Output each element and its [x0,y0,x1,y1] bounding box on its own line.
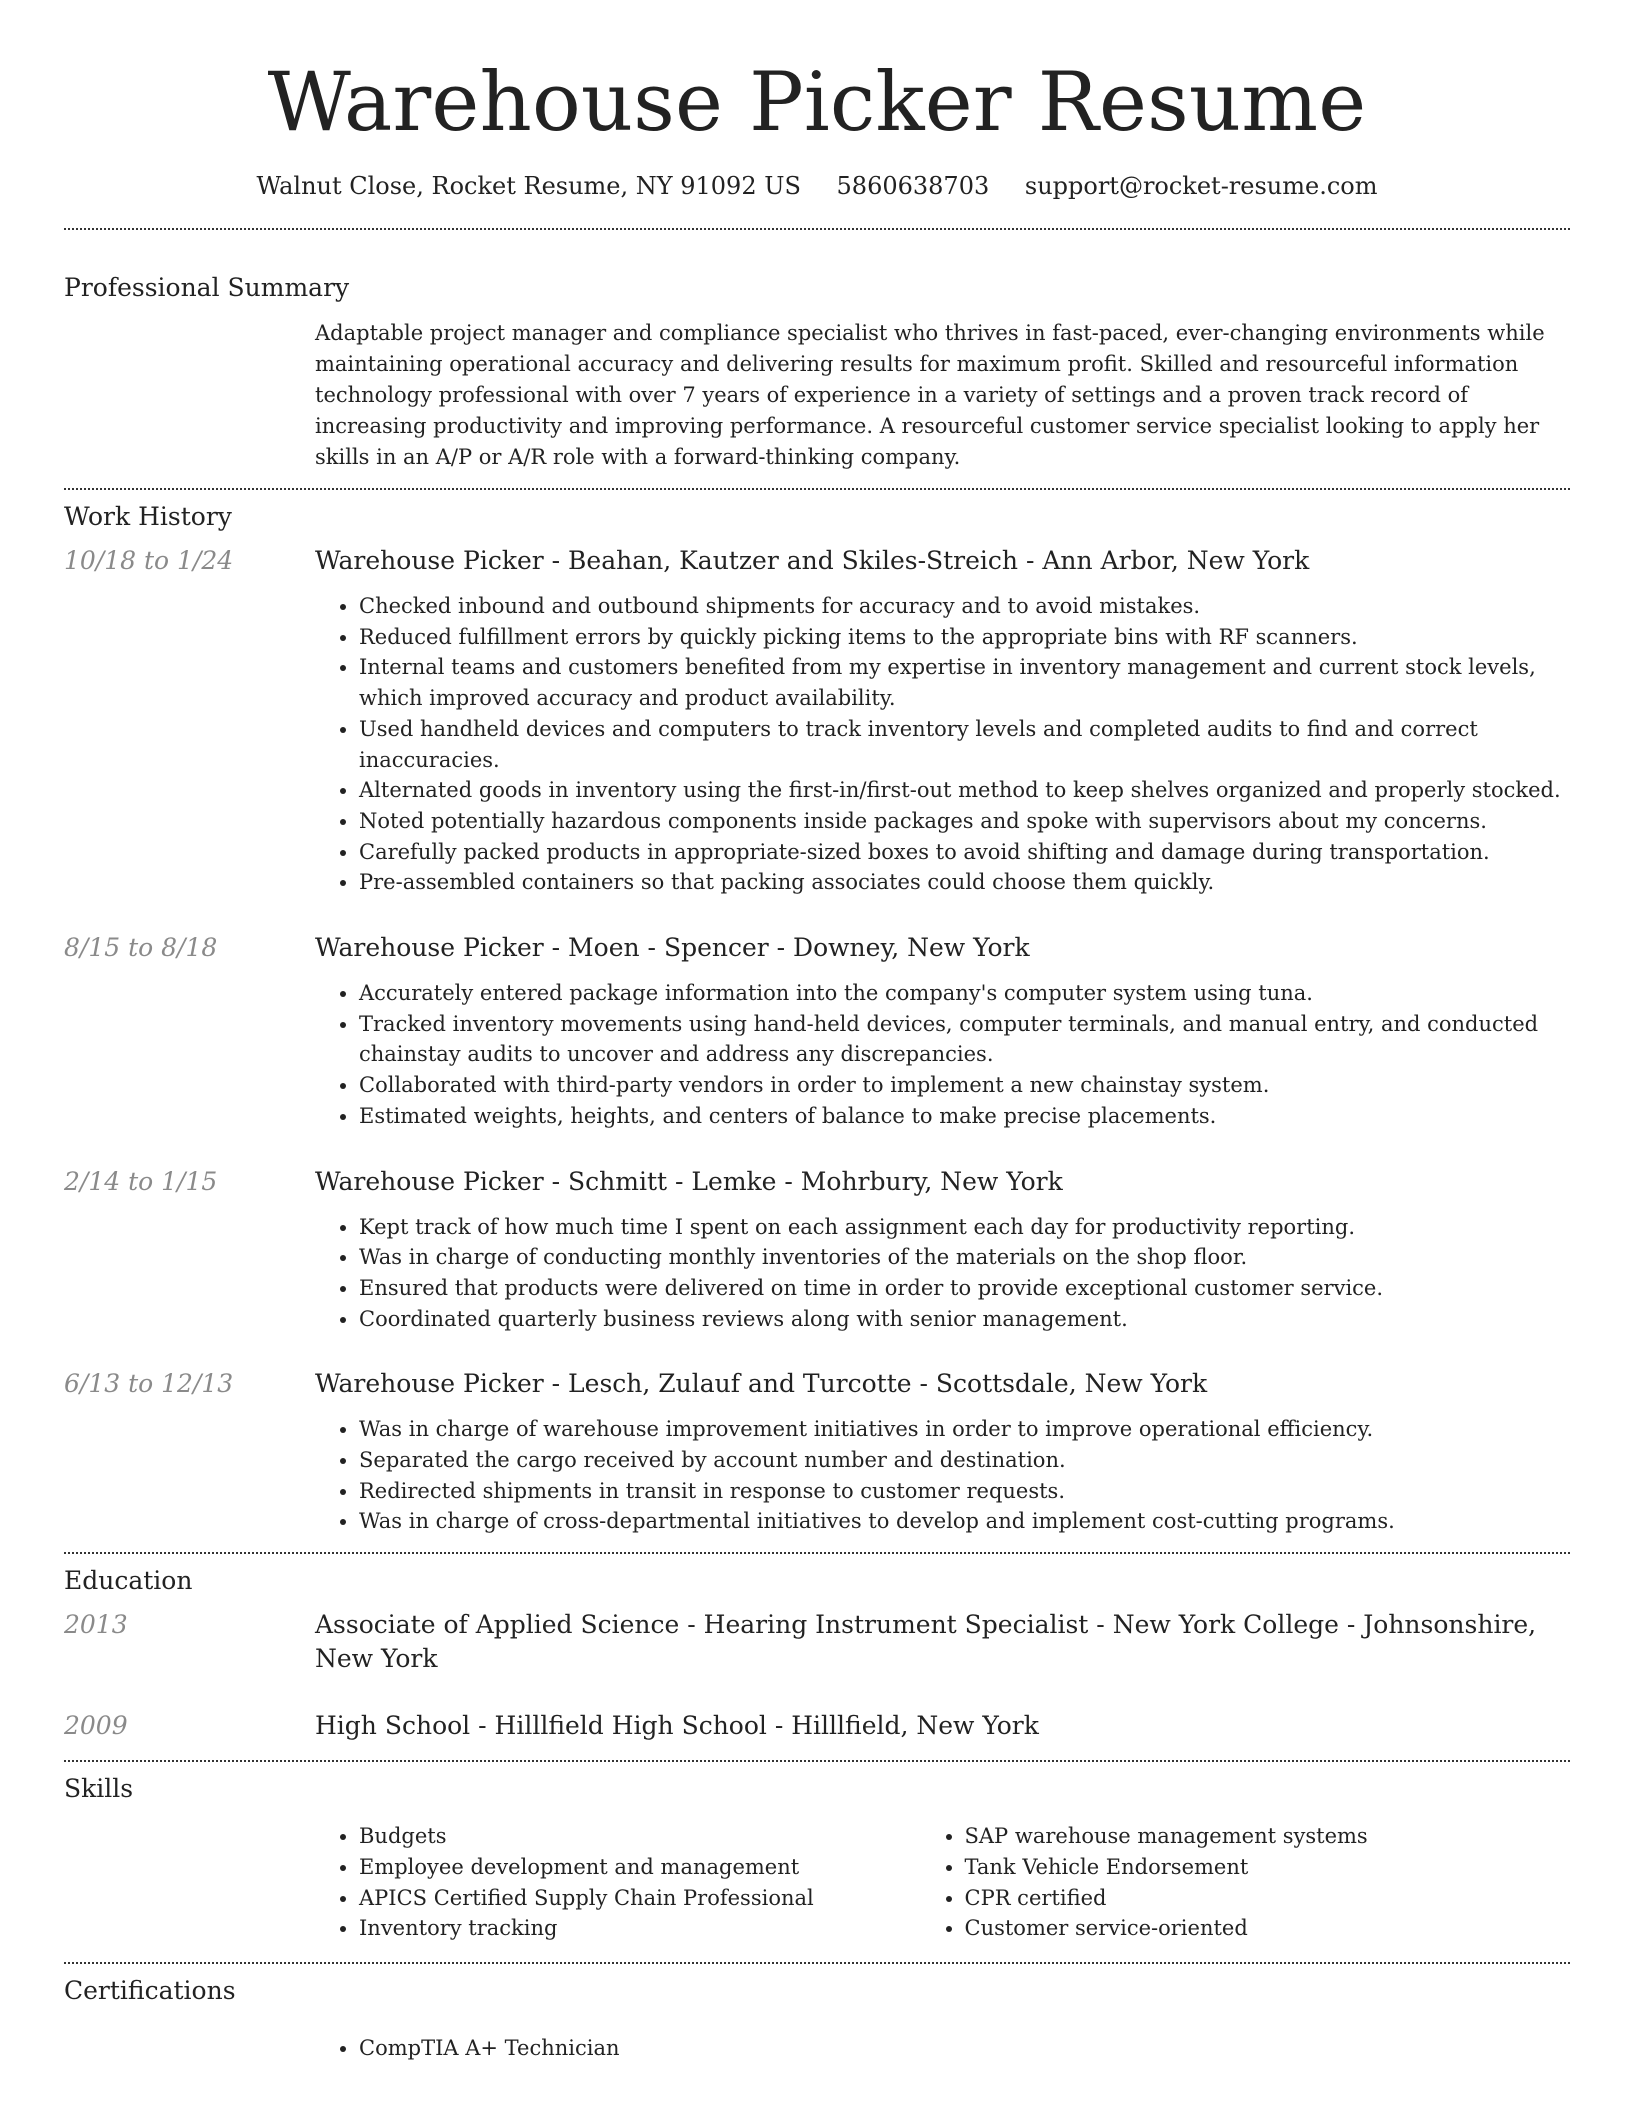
education-heading [315,1608,1570,1676]
list-item: • Carefully packed products in appropriate-sized boxes to avoid shifting and damage during transportation. [359,837,1570,868]
education-school: - New York College - Johnsonshire, New York [315,1610,1537,1674]
list-item: • Kept track of how much time I spent on each assignment each day for productivity reporting. [359,1212,1570,1243]
education-school: - Hilllfield High School - Hilllfield, New York [470,1711,1039,1741]
job-dates: 8/15 to 8/18 [64,933,218,963]
resume-title: Warehouse Picker Resume [267,56,1367,150]
section-divider [64,1962,1570,1964]
list-item: • Checked inbound and outbound shipments for accuracy and to avoid mistakes. [359,591,1570,622]
work-section-title: Work History [64,502,232,531]
certifications-section-title: Certifications [64,1975,236,2005]
list-item: • Ensured that products were delivered on time in order to provide exceptional customer service. [359,1273,1570,1304]
contact-line [64,171,1570,201]
section-divider [64,1760,1570,1762]
resume-page [64,0,1570,2064]
job-heading: Warehouse Picker - Beahan, Kautzer and Skiles-Streich - Ann Arbor, New York [315,546,1310,575]
job-heading: Warehouse Picker - Lesch, Zulauf and Turcotte - Scottsdale, New York [315,1369,1208,1399]
list-item: • Noted potentially hazardous components inside packages and spoke with supervisors about my concerns. [359,806,1570,837]
education-degree: Associate of Applied Science - Hearing Instrument Specialist [315,1610,1089,1640]
list-item: • Alternated goods in inventory using the first-in/first-out method to keep shelves organized and properly stocked. [359,775,1570,806]
list-item: • Estimated weights, heights, and centers of balance to make precise placements. [359,1101,1570,1132]
job-entry [64,1367,1570,1537]
list-item: • Was in charge of warehouse improvement initiatives in order to improve operational efficiency. [359,1414,1570,1445]
list-item: • Budgets [359,1821,965,1852]
list-item: • Was in charge of conducting monthly inventories of the materials on the shop floor. [359,1242,1570,1273]
education-year: 2009 [64,1711,128,1741]
job-bullets [359,1414,1570,1537]
list-item: • Internal teams and customers benefited from my expertise in inventory management and current stock levels, which improved accuracy and product availability. [359,652,1570,713]
job-bullets [359,978,1570,1132]
job-bullets [359,591,1570,898]
job-dates: 10/18 to 1/24 [64,546,234,575]
list-item: • SAP warehouse management systems [965,1821,1571,1852]
education-degree: High School [315,1711,471,1741]
summary-section-title: Professional Summary [64,273,350,302]
job-dates: 6/13 to 12/13 [64,1369,234,1399]
skills-left-column [359,1821,965,1944]
certifications-list [359,2033,1570,2064]
list-item: • Separated the cargo received by account number and destination. [359,1445,1570,1476]
list-item: • Customer service-oriented [965,1913,1571,1944]
list-item: • CompTIA A+ Technician [359,2033,1570,2064]
list-item: • Pre-assembled containers so that packing associates could choose them quickly. [359,867,1570,898]
education-section-title: Education [64,1566,193,1596]
list-item: • APICS Certified Supply Chain Professional [359,1883,965,1914]
contact-address: Walnut Close, Rocket Resume, NY 91092 US [256,172,801,200]
list-item: • Coordinated quarterly business reviews along with senior management. [359,1304,1570,1335]
list-item: • Inventory tracking [359,1913,965,1944]
job-entry [64,544,1570,898]
list-item: • Redirected shipments in transit in response to customer requests. [359,1476,1570,1507]
list-item: • Collaborated with third-party vendors in order to implement a new chainstay system. [359,1070,1570,1101]
education-heading [315,1709,1570,1743]
list-item: • Accurately entered package information into the company's computer system using tuna. [359,978,1570,1009]
list-item: • Tank Vehicle Endorsement [965,1852,1571,1883]
skills-section-title: Skills [64,1774,134,1804]
list-item: • Employee development and management [359,1852,965,1883]
section-divider [64,228,1570,230]
contact-email[interactable]: support@rocket-resume.com [1024,172,1378,200]
education-entry [64,1709,1570,1743]
education-year: 2013 [64,1610,128,1640]
education-entry [64,1608,1570,1676]
job-entry [64,931,1570,1132]
job-heading: Warehouse Picker - Moen - Spencer - Downey, New York [315,933,1030,963]
job-heading: Warehouse Picker - Schmitt - Lemke - Mohrbury, New York [315,1166,1063,1196]
job-dates: 2/14 to 1/15 [64,1166,218,1196]
section-divider [64,1552,1570,1554]
list-item: • CPR certified [965,1883,1571,1914]
job-bullets [359,1212,1570,1335]
skills-right-column [965,1821,1571,1944]
list-item: • Reduced fulfillment errors by quickly picking items to the appropriate bins with RF scanners. [359,622,1570,653]
skills-columns [359,1821,1570,1944]
section-divider [64,488,1570,490]
list-item: • Tracked inventory movements using hand-held devices, computer terminals, and manual entry, and conducted chainstay audits to uncover and address any discrepancies. [359,1009,1570,1070]
list-item: • Used handheld devices and computers to track inventory levels and completed audits to find and correct inaccuracies. [359,714,1570,775]
job-entry [64,1165,1570,1335]
summary-text: Adaptable project manager and compliance specialist who thrives in fast-paced, ever-changing environments while maintaining operational accuracy and delivering results for maximum profit. Skilled and resourceful information technology professional with over 7 years of experience in a variety of settings and a proven track record of increasing productivity and improving performance. A resourceful customer service specialist looking to apply her skills in an A/P or A/R role with a forward-thinking company. [315,321,1545,469]
list-item: • Was in charge of cross-departmental initiatives to develop and implement cost-cutting programs. [359,1506,1570,1537]
contact-phone[interactable]: 5860638703 [836,172,990,200]
